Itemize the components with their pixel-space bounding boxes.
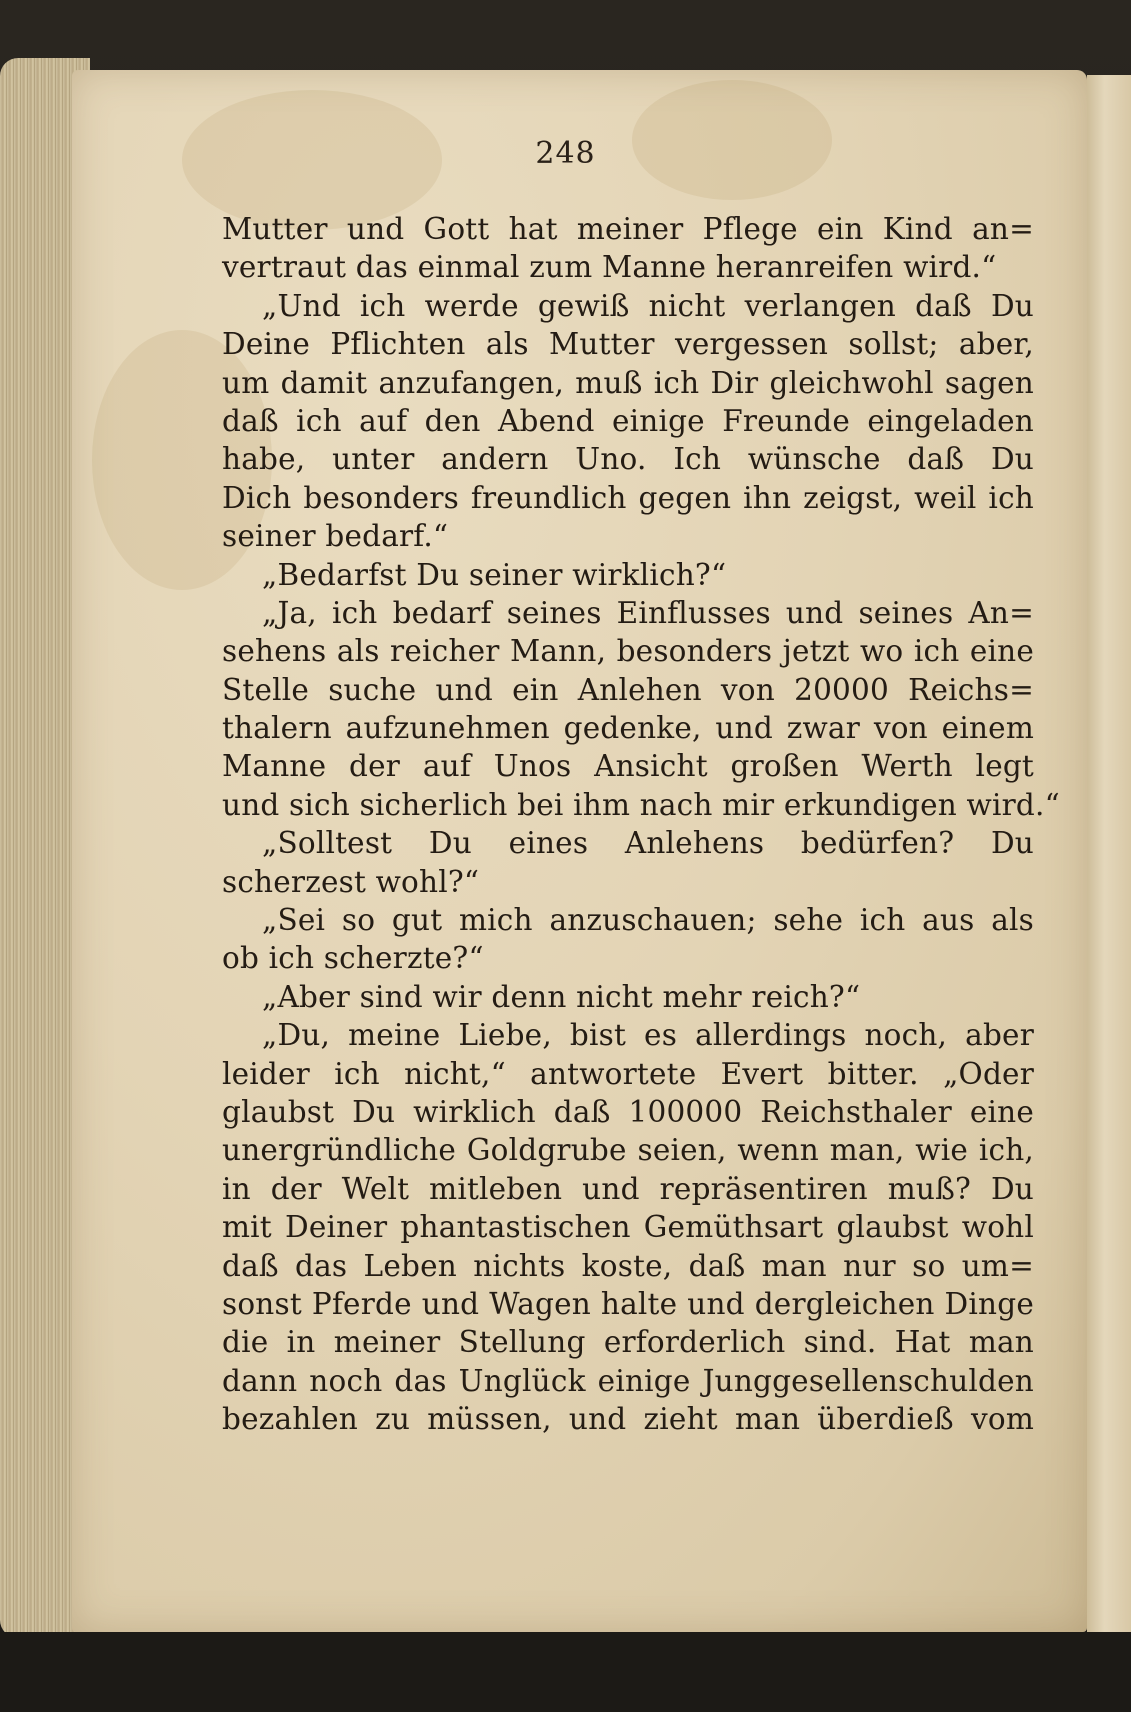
text-line: und sich sicherlich bei ihm nach mir erkundigen wird.“ [222,787,1060,822]
text-line: Manne der auf Unos Ansicht großen Werth legt [222,749,1034,784]
text-line: Dich besonders freundlich gegen ihn zeigst, weil ich [222,480,1034,515]
text-line: um damit anzufangen, muß ich Dir gleichwohl sagen [222,365,1034,400]
text-line: unergründliche Goldgrube seien, wenn man, wie ich, [222,1133,1034,1168]
text-line: daß ich auf den Abend einige Freunde eingeladen [222,403,1034,438]
facing-page-edge [1087,75,1131,1635]
text-line: vertraut das einmal zum Manne heranreifen wird.“ [222,250,997,285]
text-line: die in meiner Stellung erforderlich sind. Hat man [222,1325,1034,1360]
text-line: daß das Leben nichts koste, daß man nur so um= [222,1248,1034,1283]
book-cover-bottom [0,1632,1131,1712]
text-line: thalern aufzunehmen gedenke, und zwar von einem [222,711,1034,746]
text-line: ob ich scherzte?“ [222,941,484,976]
page-number: 248 [535,136,596,171]
text-line: „Sei so gut mich anzuschauen; sehe ich aus als [262,903,1034,938]
text-line: Deine Pflichten als Mutter vergessen sollst; aber, [222,327,1034,362]
text-line: seiner bedarf.“ [222,519,449,554]
text-line: sonst Pferde und Wagen halte und dergleichen Dinge [222,1286,1034,1321]
text-line: „Und ich werde gewiß nicht verlangen daß Du [262,288,1034,323]
text-line: habe, unter andern Uno. Ich wünsche daß Du [222,442,1034,477]
text-line: Mutter und Gott hat meiner Pflege ein Kind an= [222,212,1034,246]
text-line: „Bedarfst Du seiner wirklich?“ [262,557,727,592]
text-line: „Ja, ich bedarf seines Einflusses und seines An= [262,595,1034,630]
text-line: „Solltest Du eines Anlehens bedürfen? Du [262,826,1034,861]
text-line: mit Deiner phantastischen Gemüthsart glaubst wohl [222,1210,1034,1245]
text-line: sehens als reicher Mann, besonders jetzt wo ich eine [222,634,1034,669]
text-line: leider ich nicht,“ antwortete Evert bitter. „Oder [222,1056,1034,1091]
text-line: „Aber sind wir denn nicht mehr reich?“ [262,979,861,1014]
text-line: Stelle suche und ein Anlehen von 20000 Reichs= [222,672,1034,707]
text-line: bezahlen zu müssen, und zieht man überdieß vom [222,1402,1034,1437]
body-text [222,210,1060,1439]
text-line: dann noch das Unglück einige Junggesellenschulden [222,1363,1034,1398]
text-line: „Du, meine Liebe, bist es allerdings noch, aber [262,1018,1034,1053]
text-line: in der Welt mitleben und repräsentiren muß? Du [222,1171,1034,1206]
text-line: scherzest wohl?“ [222,864,480,899]
text-line: glaubst Du wirklich daß 100000 Reichsthaler eine [222,1094,1034,1129]
